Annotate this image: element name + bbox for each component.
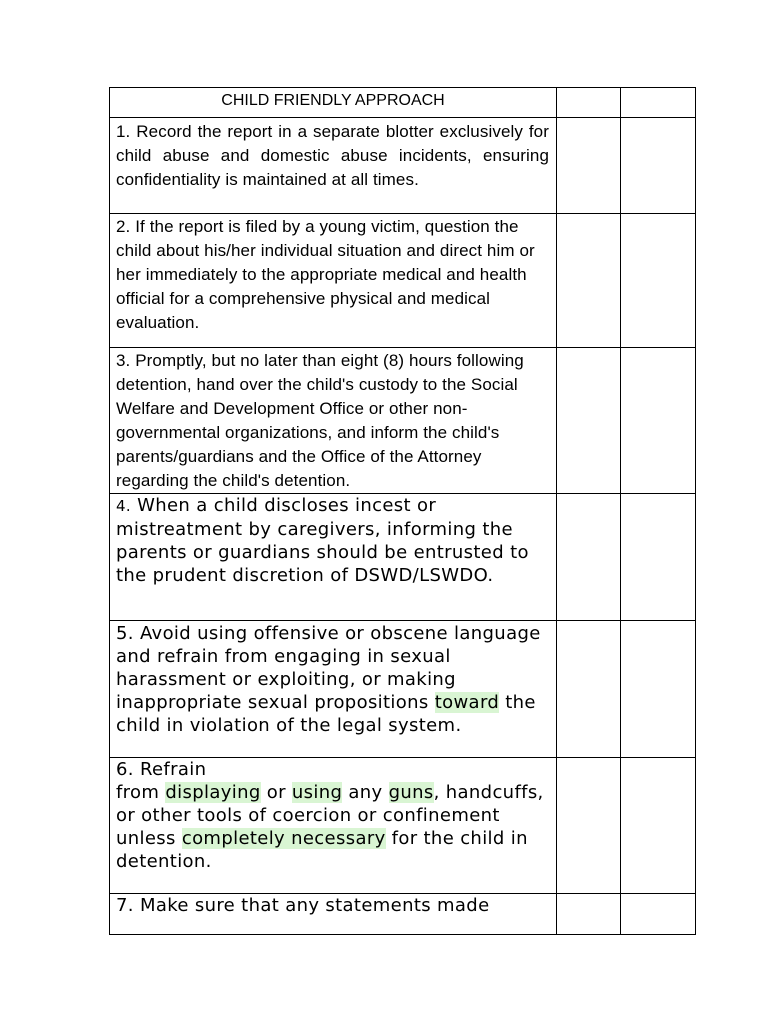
table-header	[110, 88, 557, 118]
item-text: Avoid using offensive or obscene language and refrain from engaging in sexual harassment or exploiting, or making inappropriate sexual propositions	[116, 623, 541, 713]
item-number: 5.	[116, 623, 134, 644]
highlighted-word: toward	[434, 692, 500, 713]
check-cell[interactable]	[557, 88, 621, 118]
item-text: Record the report in a separate blotter exclusively for child abuse and domestic abuse incidents, ensuring confidentiality is maintained at all times.	[116, 122, 549, 189]
highlighted-word: completely necessary	[181, 828, 386, 849]
item-number: 7.	[116, 895, 134, 916]
check-cell[interactable]	[621, 894, 696, 935]
check-cell[interactable]	[621, 118, 696, 214]
item-cell	[110, 118, 557, 214]
check-cell[interactable]	[557, 214, 621, 348]
check-cell[interactable]	[557, 118, 621, 214]
item-text: any	[348, 782, 383, 803]
item-text: the child in violation of the legal system.	[116, 692, 536, 736]
check-cell[interactable]	[557, 894, 621, 935]
check-cell[interactable]	[557, 621, 621, 758]
item-number: 2.	[116, 217, 131, 236]
item-text: or	[266, 782, 286, 803]
highlighted-word: guns	[388, 782, 434, 803]
item-number: 3.	[116, 351, 131, 370]
check-cell[interactable]	[621, 758, 696, 894]
check-cell[interactable]	[621, 621, 696, 758]
highlighted-word: displaying	[165, 782, 261, 803]
item-text: Make sure that any statements made	[139, 895, 490, 916]
table-row	[110, 348, 696, 494]
item-text: If the report is filed by a young victim, question the child about his/her individual situation and direct him or her immediately to the appropriate medical and health official for a comprehensive physical and medical evaluation.	[116, 217, 535, 332]
item-text: for the child in detention.	[116, 828, 528, 872]
item-cell	[110, 214, 557, 348]
check-cell[interactable]	[621, 348, 696, 494]
item-cell	[110, 348, 557, 494]
table-row	[110, 758, 696, 894]
highlighted-word: using	[291, 782, 343, 803]
item-text: from	[116, 782, 160, 803]
item-cell	[110, 894, 557, 935]
item-text: , handcuffs, or other tools of coercion or confinement	[116, 782, 544, 826]
item-text: When a child discloses incest or mistreatment by caregivers, informing the parents or guardians should be entrusted to the prudent discretion of DSWD/LSWDO.	[116, 495, 529, 586]
item-text: Refrain	[139, 759, 207, 780]
item-number: 4.	[116, 497, 132, 515]
check-cell[interactable]	[621, 88, 696, 118]
check-cell[interactable]	[557, 758, 621, 894]
table-row	[110, 894, 696, 935]
item-text: unless	[116, 828, 176, 849]
table-row	[110, 621, 696, 758]
item-cell	[110, 758, 557, 894]
table-title: CHILD FRIENDLY APPROACH	[221, 92, 445, 109]
check-cell[interactable]	[621, 214, 696, 348]
item-text: Promptly, but no later than eight (8) hours following detention, hand over the child's custody to the Social Welfare and Development Office or other non-governmental organizations, and inform the child's parents/guardians and the Office of the Attorney regarding the child's detention.	[116, 351, 524, 490]
item-number: 6.	[116, 759, 134, 780]
item-number: 1.	[116, 122, 131, 141]
check-cell[interactable]	[557, 348, 621, 494]
table-row	[110, 214, 696, 348]
table-header-row	[110, 88, 696, 118]
check-cell[interactable]	[557, 494, 621, 621]
item-cell	[110, 621, 557, 758]
table-row	[110, 118, 696, 214]
child-friendly-approach-table	[109, 87, 696, 935]
table-row	[110, 494, 696, 621]
item-cell	[110, 494, 557, 621]
check-cell[interactable]	[621, 494, 696, 621]
